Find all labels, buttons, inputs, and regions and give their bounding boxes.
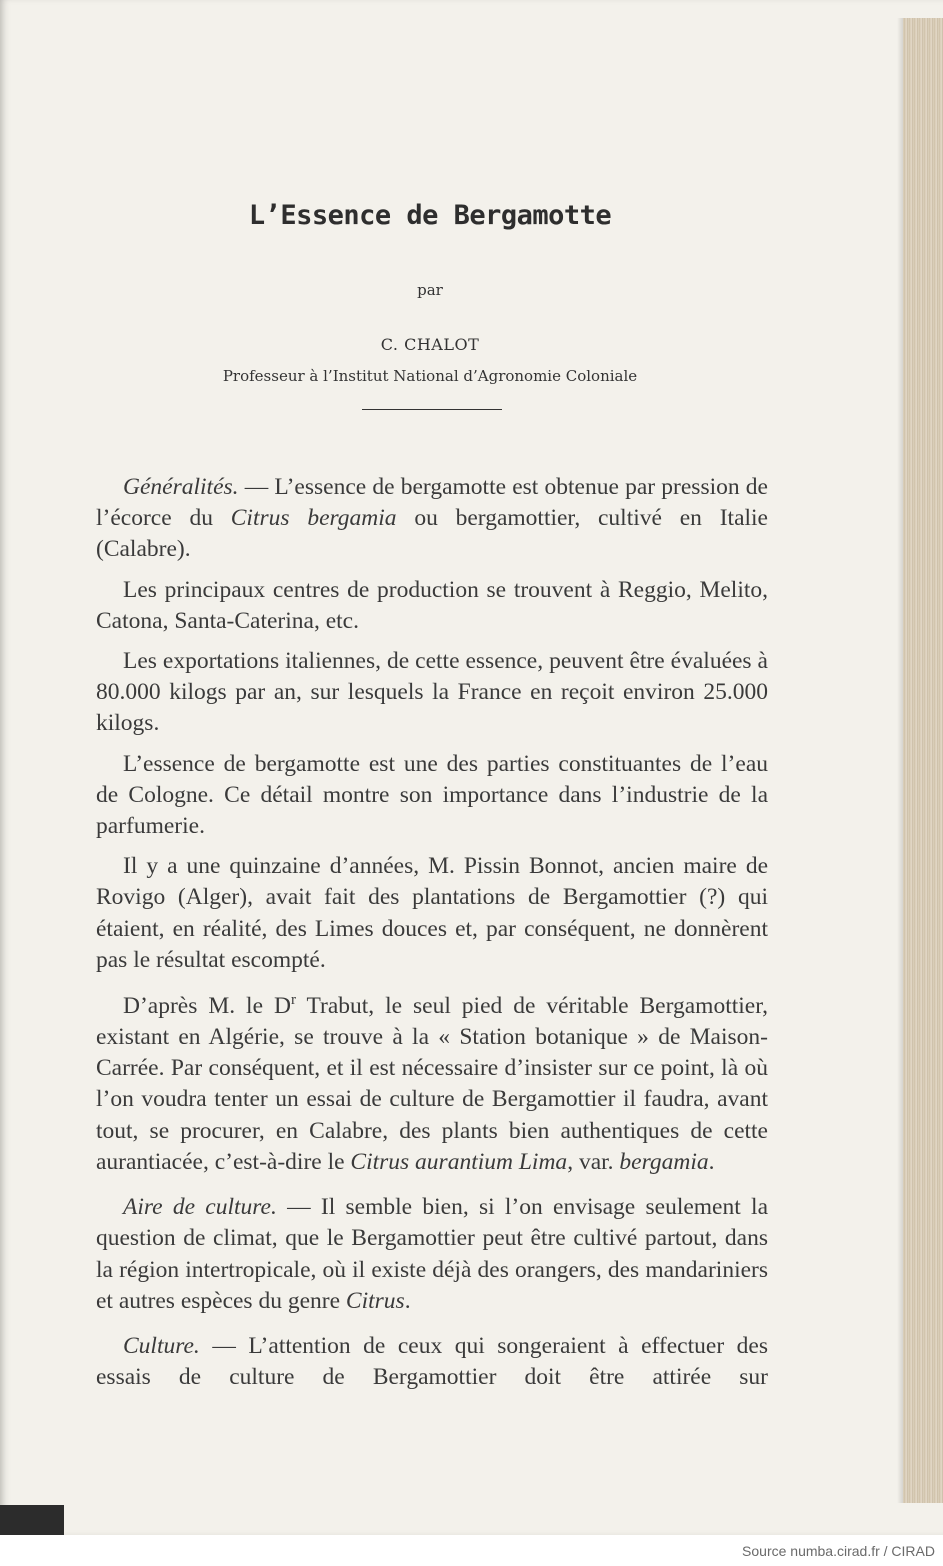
page-edge-shadow [897, 18, 903, 1503]
section-heading-aire-de-culture: Aire de culture. [123, 1194, 277, 1221]
article-body [96, 472, 768, 1393]
paragraph-generalites: Généralités. — L’essence de bergamotte est obtenue par pression de l’écorce du Citrus bergamia ou bergamottier, cultivé en Italie (Calabre). [96, 474, 768, 563]
section-heading-culture: Culture. [123, 1332, 200, 1359]
source-credit: Source numba.cirad.fr / CIRAD [742, 1543, 935, 1559]
paragraph-trabut: D’après M. le $D^r$ Trabut, le seul pied de véritable Bergamottier, existant en Algérie, se trouve à la « Station botanique » de Maison-Carrée. Par conséquent, et il est nécessaire d’insister sur ce point, là où l’on voudra tenter un essai de culture de Bergamottier il faudra, avant tout, se procurer, en Calabre, des plants bien authentiques de cette aurantiacée, c’est-à-dire le Citrus aurantium Lima, var. bergamia. [96, 992, 768, 1175]
section-heading-generalites: Généralités. [123, 474, 239, 500]
paragraph-production-centres: Les principaux centres de production se trouvent à Reggio, Melito, Catona, Santa-Caterina, etc. [96, 576, 768, 634]
paragraph-eau-de-cologne: L’essence de bergamotte est une des parties constituantes de l’eau de Cologne. Ce détail montre son importance dans l’industrie de la parfumerie. [96, 750, 768, 840]
byline: par [417, 281, 443, 299]
author-affiliation: Professeur à l’Institut National d’Agronomie Coloniale [222, 367, 638, 385]
binding-edge-bottom [0, 1505, 64, 1535]
paragraph-exports: Les exportations italiennes, de cette essence, peuvent être évaluées à 80.000 kilogs par an, sur lesquels la France en reçoit environ 25.000 kilogs. [96, 648, 768, 737]
title-divider [362, 409, 502, 410]
paragraph-aire-de-culture: Aire de culture. — Il semble bien, si l’on envisage seulement la question de climat, que le Bergamottier peut être cultivé partout, dans la région intertropicale, où il existe déjà des orangers, des mandariniers et autres espèces du genre Citrus. [96, 1194, 768, 1314]
article-title: L’Essence de Bergamotte [248, 200, 612, 231]
paragraph-culture: Culture. — L’attention de ceux qui songeraient à effectuer des essais de culture de Bergamottier doit être attirée sur [96, 1332, 768, 1391]
page-edges [903, 18, 943, 1503]
author-name: C. CHALOT [380, 335, 480, 354]
paragraph-rovigo: Il y a une quinzaine d’années, M. Pissin Bonnot, ancien maire de Rovigo (Alger), avait fait des plantations de Bergamottier (?) qui étaient, en réalité, des Limes douces et, par conséquent, ne donnèrent pas le résultat escompté. [96, 853, 768, 973]
